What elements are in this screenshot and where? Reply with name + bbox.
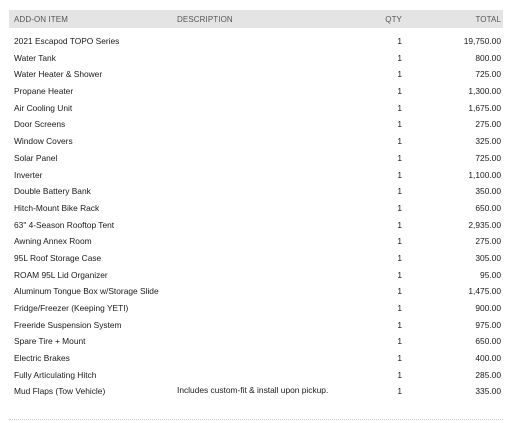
row-item: Mud Flaps (Tow Vehicle) <box>14 386 106 397</box>
row-total: 305.00 <box>475 252 501 263</box>
row-qty: 1 <box>397 336 402 347</box>
row-qty: 1 <box>397 286 402 297</box>
row-total: 725.00 <box>475 69 501 80</box>
table-row <box>9 49 503 66</box>
row-total: 650.00 <box>475 336 501 347</box>
header-item: ADD-ON ITEM <box>14 14 68 24</box>
row-qty: 1 <box>397 219 402 230</box>
row-total: 19,750.00 <box>463 36 501 46</box>
row-item: Window Covers <box>14 136 73 147</box>
table-row <box>9 166 503 183</box>
table-row <box>9 182 503 199</box>
table-row <box>9 232 503 249</box>
table-row <box>9 249 503 266</box>
row-total: 275.00 <box>475 236 501 247</box>
table-bottom-rule <box>9 419 503 420</box>
row-qty: 1 <box>397 252 402 263</box>
table-row <box>9 216 503 233</box>
row-qty: 1 <box>397 169 402 180</box>
row-qty: 1 <box>397 102 402 113</box>
row-item: Awning Annex Room <box>14 236 92 247</box>
table-row <box>9 32 503 49</box>
table-row <box>9 99 503 116</box>
row-total: 1,475.00 <box>468 286 501 297</box>
row-total: 350.00 <box>475 186 501 197</box>
row-total: 800.00 <box>475 52 501 63</box>
row-item: Solar Panel <box>14 152 58 163</box>
row-total: 900.00 <box>475 303 501 313</box>
table-row <box>9 266 503 283</box>
row-item: Electric Brakes <box>14 353 70 364</box>
table-row <box>9 316 503 333</box>
table-header <box>9 10 503 28</box>
row-qty: 1 <box>397 386 402 397</box>
row-item: Fully Articulating Hitch <box>14 369 97 380</box>
row-item: Door Screens <box>14 119 66 130</box>
row-item: 63" 4-Season Rooftop Tent <box>14 219 115 230</box>
row-qty: 1 <box>397 269 402 280</box>
row-total: 400.00 <box>475 353 501 364</box>
row-qty: 1 <box>397 69 402 80</box>
row-total: 1,675.00 <box>468 102 501 113</box>
table-row <box>9 349 503 366</box>
table-row <box>9 299 503 316</box>
table-row <box>9 115 503 132</box>
row-qty: 1 <box>397 202 402 213</box>
row-qty: 1 <box>397 36 402 46</box>
table-row <box>9 382 503 406</box>
table-row <box>9 366 503 383</box>
row-item: Inverter <box>14 169 43 180</box>
row-total: 2,935.00 <box>468 219 501 230</box>
row-total: 975.00 <box>475 319 501 330</box>
table-row <box>9 132 503 149</box>
row-item: Double Battery Bank <box>14 186 91 197</box>
row-total: 275.00 <box>475 119 501 130</box>
row-item: Spare Tire + Mount <box>14 336 86 347</box>
row-qty: 1 <box>397 303 402 313</box>
row-total: 95.00 <box>480 269 501 280</box>
table-row <box>9 199 503 216</box>
row-total: 335.00 <box>475 386 501 397</box>
row-item: Freeride Suspension System <box>14 319 122 330</box>
row-item: Air Cooling Unit <box>14 102 73 113</box>
header-description: DESCRIPTION <box>177 14 233 24</box>
row-qty: 1 <box>397 369 402 380</box>
table-body <box>9 32 503 406</box>
row-total: 285.00 <box>475 369 501 380</box>
row-qty: 1 <box>397 353 402 364</box>
row-item: Water Heater & Shower <box>14 69 103 80</box>
row-qty: 1 <box>397 236 402 247</box>
table-row <box>9 332 503 349</box>
table-row <box>9 82 503 99</box>
row-total: 1,300.00 <box>468 86 501 97</box>
row-item: Aluminum Tongue Box w/Storage Slide <box>14 286 159 297</box>
row-total: 1,100.00 <box>468 169 501 180</box>
row-total: 325.00 <box>475 136 501 147</box>
row-qty: 1 <box>397 319 402 330</box>
table-row <box>9 149 503 166</box>
row-total: 725.00 <box>475 152 501 163</box>
header-total: TOTAL <box>475 14 501 24</box>
row-item: Water Tank <box>14 52 56 63</box>
row-description: Includes custom-fit & install upon pickup. <box>177 385 329 396</box>
row-item: ROAM 95L Lid Organizer <box>14 269 108 280</box>
row-item: Propane Heater <box>14 86 74 97</box>
row-item: Hitch-Mount Bike Rack <box>14 202 100 213</box>
row-qty: 1 <box>397 152 402 163</box>
row-item: 2021 Escapod TOPO Series <box>14 36 120 46</box>
row-qty: 1 <box>397 136 402 147</box>
row-qty: 1 <box>397 86 402 97</box>
row-qty: 1 <box>397 52 402 63</box>
row-item: Fridge/Freezer (Keeping YETI) <box>14 303 129 313</box>
table-row <box>9 282 503 299</box>
row-qty: 1 <box>397 119 402 130</box>
row-total: 650.00 <box>475 202 501 213</box>
header-qty: QTY <box>385 14 402 24</box>
row-qty: 1 <box>397 186 402 197</box>
row-item: 95L Roof Storage Case <box>14 252 102 263</box>
table-row <box>9 65 503 82</box>
